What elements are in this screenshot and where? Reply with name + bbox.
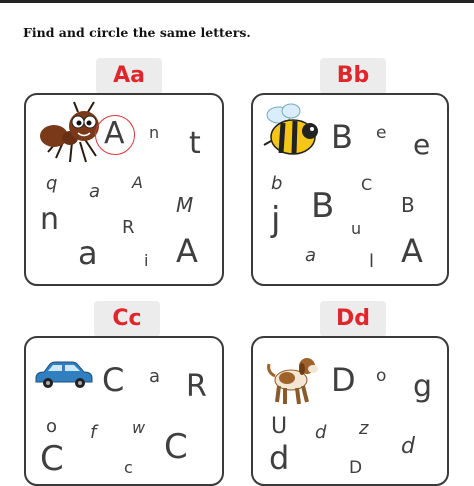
letter: a: [305, 245, 317, 266]
letter: u: [351, 219, 362, 238]
panel-dd: [251, 336, 449, 486]
letter: e: [413, 128, 431, 161]
letter: A: [104, 116, 125, 151]
letter: B: [401, 193, 415, 217]
letter: a: [89, 181, 101, 202]
top-rule: [0, 0, 474, 3]
letter: C: [102, 361, 125, 399]
letter: o: [46, 416, 58, 437]
letter: q: [46, 173, 58, 194]
panel-cc: [24, 336, 224, 486]
letter: l: [369, 251, 375, 272]
label-dd: Dd: [320, 301, 386, 337]
letter: w: [132, 418, 146, 437]
letter: R: [122, 217, 135, 238]
letter: g: [413, 369, 433, 404]
letter: M: [176, 193, 194, 217]
letter: a: [78, 234, 98, 272]
label-bb: Bb: [320, 58, 386, 94]
letter: j: [271, 200, 281, 240]
letter: d: [401, 434, 415, 459]
letter: c: [124, 458, 133, 477]
letter: C: [164, 427, 188, 467]
letter: d: [269, 439, 290, 477]
dog-icon: [263, 352, 319, 406]
letter: n: [40, 202, 60, 237]
letter: U: [271, 414, 288, 439]
letter: d: [315, 422, 327, 443]
instruction-text: Find and circle the same letters.: [23, 25, 251, 40]
letter: A: [176, 232, 198, 270]
letter: t: [189, 126, 201, 161]
letter: D: [331, 361, 356, 399]
letter: B: [311, 186, 335, 226]
letter: A: [132, 173, 143, 192]
letter: i: [144, 251, 149, 270]
car-icon: [32, 360, 94, 390]
letter: C: [361, 175, 373, 194]
letter: B: [331, 118, 353, 156]
label-cc: Cc: [94, 301, 160, 337]
panel-bb: [251, 93, 449, 286]
letter: R: [186, 369, 207, 404]
letter: e: [376, 123, 387, 143]
bee-icon: [261, 101, 323, 163]
letter: f: [90, 422, 97, 443]
letter: D: [349, 458, 363, 478]
label-aa: Aa: [96, 58, 162, 94]
letter: o: [376, 366, 387, 386]
letter: b: [271, 173, 283, 194]
letter: a: [149, 366, 161, 387]
letter: n: [149, 123, 160, 142]
letter: A: [401, 232, 423, 270]
letter: z: [359, 418, 369, 439]
panel-aa: [24, 93, 224, 286]
letter: C: [40, 439, 64, 479]
